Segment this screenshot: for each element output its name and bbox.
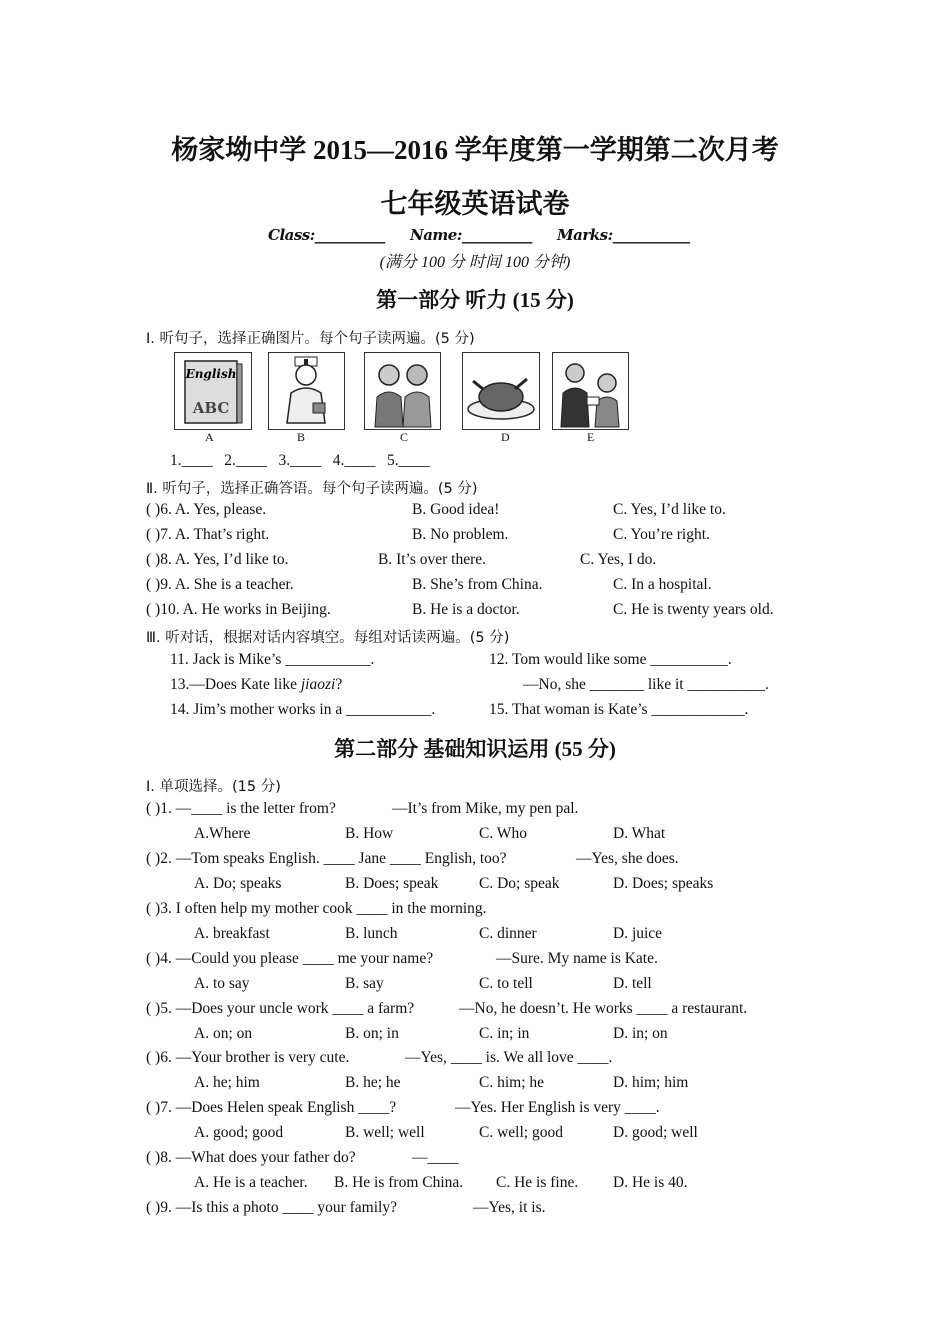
option-d: D. juice xyxy=(613,925,663,942)
section-heading: Ⅰ. 单项选择。(15 分) xyxy=(146,779,281,795)
option-b: B. Good idea! xyxy=(412,501,500,518)
option-b: B. on; in xyxy=(345,1025,399,1042)
option-d: D. He is 40. xyxy=(613,1174,688,1191)
option-b: B. She’s from China. xyxy=(412,576,543,593)
marks-field: Marks:___________ xyxy=(557,226,690,244)
fill-question: 14. Jim’s mother works in a ___________. xyxy=(170,701,436,718)
question-stem: ( )10. A. He works in Beijing. xyxy=(146,601,331,618)
question-reply: —Yes, she does. xyxy=(576,850,679,867)
picture-label-d: D xyxy=(501,430,510,444)
option-c: C. Yes, I do. xyxy=(580,551,657,568)
option-b: B. It’s over there. xyxy=(378,551,487,568)
fill-answer: —No, she _______ like it __________. xyxy=(523,676,769,693)
fill-question: 11. Jack is Mike’s ___________. xyxy=(170,651,375,668)
question-stem: ( )6. A. Yes, please. xyxy=(146,501,267,518)
question-stem: ( )8. A. Yes, I’d like to. xyxy=(146,551,289,568)
question-reply: —____ xyxy=(412,1149,459,1166)
section-heading: Ⅰ. 听句子，选择正确图片。每个句子读两遍。(5 分) xyxy=(146,331,475,347)
question-stem: ( )1. —____ is the letter from? xyxy=(146,800,336,817)
option-b: B. How xyxy=(345,825,394,842)
option-c: C. to tell xyxy=(479,975,533,992)
fill-question: 12. Tom would like some __________. xyxy=(489,651,732,668)
option-c: C. well; good xyxy=(479,1124,563,1141)
question-stem: ( )5. —Does your uncle work ____ a farm? xyxy=(146,1000,415,1017)
option-c: C. dinner xyxy=(479,925,537,942)
question-stem: ( )7. —Does Helen speak English ____? xyxy=(146,1099,397,1116)
option-a: A.Where xyxy=(194,825,251,842)
exam-subtitle: 七年级英语试卷 xyxy=(380,189,570,219)
section-heading: Ⅲ. 听对话，根据对话内容填空。每组对话读两遍。(5 分) xyxy=(146,630,510,646)
option-b: B. say xyxy=(345,975,384,992)
question-reply: —No, he doesn’t. He works ____ a restaurant. xyxy=(459,1000,748,1017)
book-title: English xyxy=(185,367,237,381)
class-field: Class:__________ xyxy=(268,226,385,244)
picture-label-c: C xyxy=(400,430,409,444)
option-c: C. Yes, I’d like to. xyxy=(613,501,726,518)
question-stem: ( )3. I often help my mother cook ____ in the morning. xyxy=(146,900,487,917)
picture-book xyxy=(174,352,252,430)
option-d: D. tell xyxy=(613,975,652,992)
option-b: B. Does; speak xyxy=(345,875,439,892)
option-d: D. good; well xyxy=(613,1124,698,1141)
option-a: A. good; good xyxy=(194,1124,284,1141)
question-reply: —Sure. My name is Kate. xyxy=(496,950,658,967)
fill-question: 15. That woman is Kate’s ____________. xyxy=(489,701,749,718)
fill-question: 13.—Does Kate like jiaozi? xyxy=(170,676,343,693)
question-reply: —Yes, ____ is. We all love ____. xyxy=(405,1049,613,1066)
option-b: B. No problem. xyxy=(412,526,509,543)
option-a: A. Do; speaks xyxy=(194,875,282,892)
option-a: A. breakfast xyxy=(194,925,270,942)
part2-title: 第二部分 基础知识运用 (55 分) xyxy=(334,737,616,761)
people-icon xyxy=(365,353,440,429)
option-a: A. He is a teacher. xyxy=(194,1174,308,1191)
book-icon xyxy=(175,353,251,429)
nurse-icon xyxy=(269,353,344,429)
roast-chicken-icon xyxy=(463,353,539,429)
question-reply: —Yes, it is. xyxy=(473,1199,546,1216)
question-stem: ( )6. —Your brother is very cute. xyxy=(146,1049,350,1066)
option-c: C. Do; speak xyxy=(479,875,560,892)
question-stem: ( )8. —What does your father do? xyxy=(146,1149,356,1166)
option-b: B. He is from China. xyxy=(334,1174,464,1191)
exam-title: 杨家坳中学 2015—2016 学年度第一学期第二次月考 xyxy=(171,135,779,165)
option-b: B. He is a doctor. xyxy=(412,601,520,618)
option-a: A. to say xyxy=(194,975,250,992)
option-c: C. He is fine. xyxy=(496,1174,579,1191)
question-stem: ( )4. —Could you please ____ me your name? xyxy=(146,950,434,967)
meeting-icon xyxy=(553,353,628,429)
picture-people xyxy=(552,352,629,430)
question-reply: —Yes. Her English is very ____. xyxy=(455,1099,660,1116)
part1-title: 第一部分 听力 (15 分) xyxy=(376,288,574,312)
option-c: C. in; in xyxy=(479,1025,530,1042)
option-c: C. In a hospital. xyxy=(613,576,712,593)
picture-label-e: E xyxy=(587,430,595,444)
name-field: Name:__________ xyxy=(410,226,532,244)
score-note: (满分 100 分 时间 100 分钟) xyxy=(379,254,571,271)
option-c: C. You’re right. xyxy=(613,526,710,543)
option-d: D. What xyxy=(613,825,666,842)
option-d: D. in; on xyxy=(613,1025,668,1042)
picture-chicken xyxy=(462,352,540,430)
picture-nurse xyxy=(268,352,345,430)
option-b: B. lunch xyxy=(345,925,398,942)
answer-blanks: 1.____ 2.____ 3.____ 4.____ 5.____ xyxy=(170,452,430,469)
option-c: C. He is twenty years old. xyxy=(613,601,774,618)
question-stem: ( )2. —Tom speaks English. ____ Jane ____ English, too? xyxy=(146,850,507,867)
picture-couple xyxy=(364,352,441,430)
option-c: C. Who xyxy=(479,825,527,842)
option-b: B. well; well xyxy=(345,1124,425,1141)
option-d: D. him; him xyxy=(613,1074,689,1091)
book-letters: ABC xyxy=(192,399,230,417)
option-a: A. he; him xyxy=(194,1074,260,1091)
question-stem: ( )7. A. That’s right. xyxy=(146,526,270,543)
option-c: C. him; he xyxy=(479,1074,545,1091)
picture-label-a: A xyxy=(205,430,214,444)
question-reply: —It’s from Mike, my pen pal. xyxy=(392,800,579,817)
option-b: B. he; he xyxy=(345,1074,401,1091)
picture-label-b: B xyxy=(297,430,306,444)
option-a: A. on; on xyxy=(194,1025,253,1042)
question-stem: ( )9. —Is this a photo ____ your family? xyxy=(146,1199,397,1216)
option-d: D. Does; speaks xyxy=(613,875,714,892)
section-heading: Ⅱ. 听句子，选择正确答语。每个句子读两遍。(5 分) xyxy=(146,481,478,497)
question-stem: ( )9. A. She is a teacher. xyxy=(146,576,294,593)
